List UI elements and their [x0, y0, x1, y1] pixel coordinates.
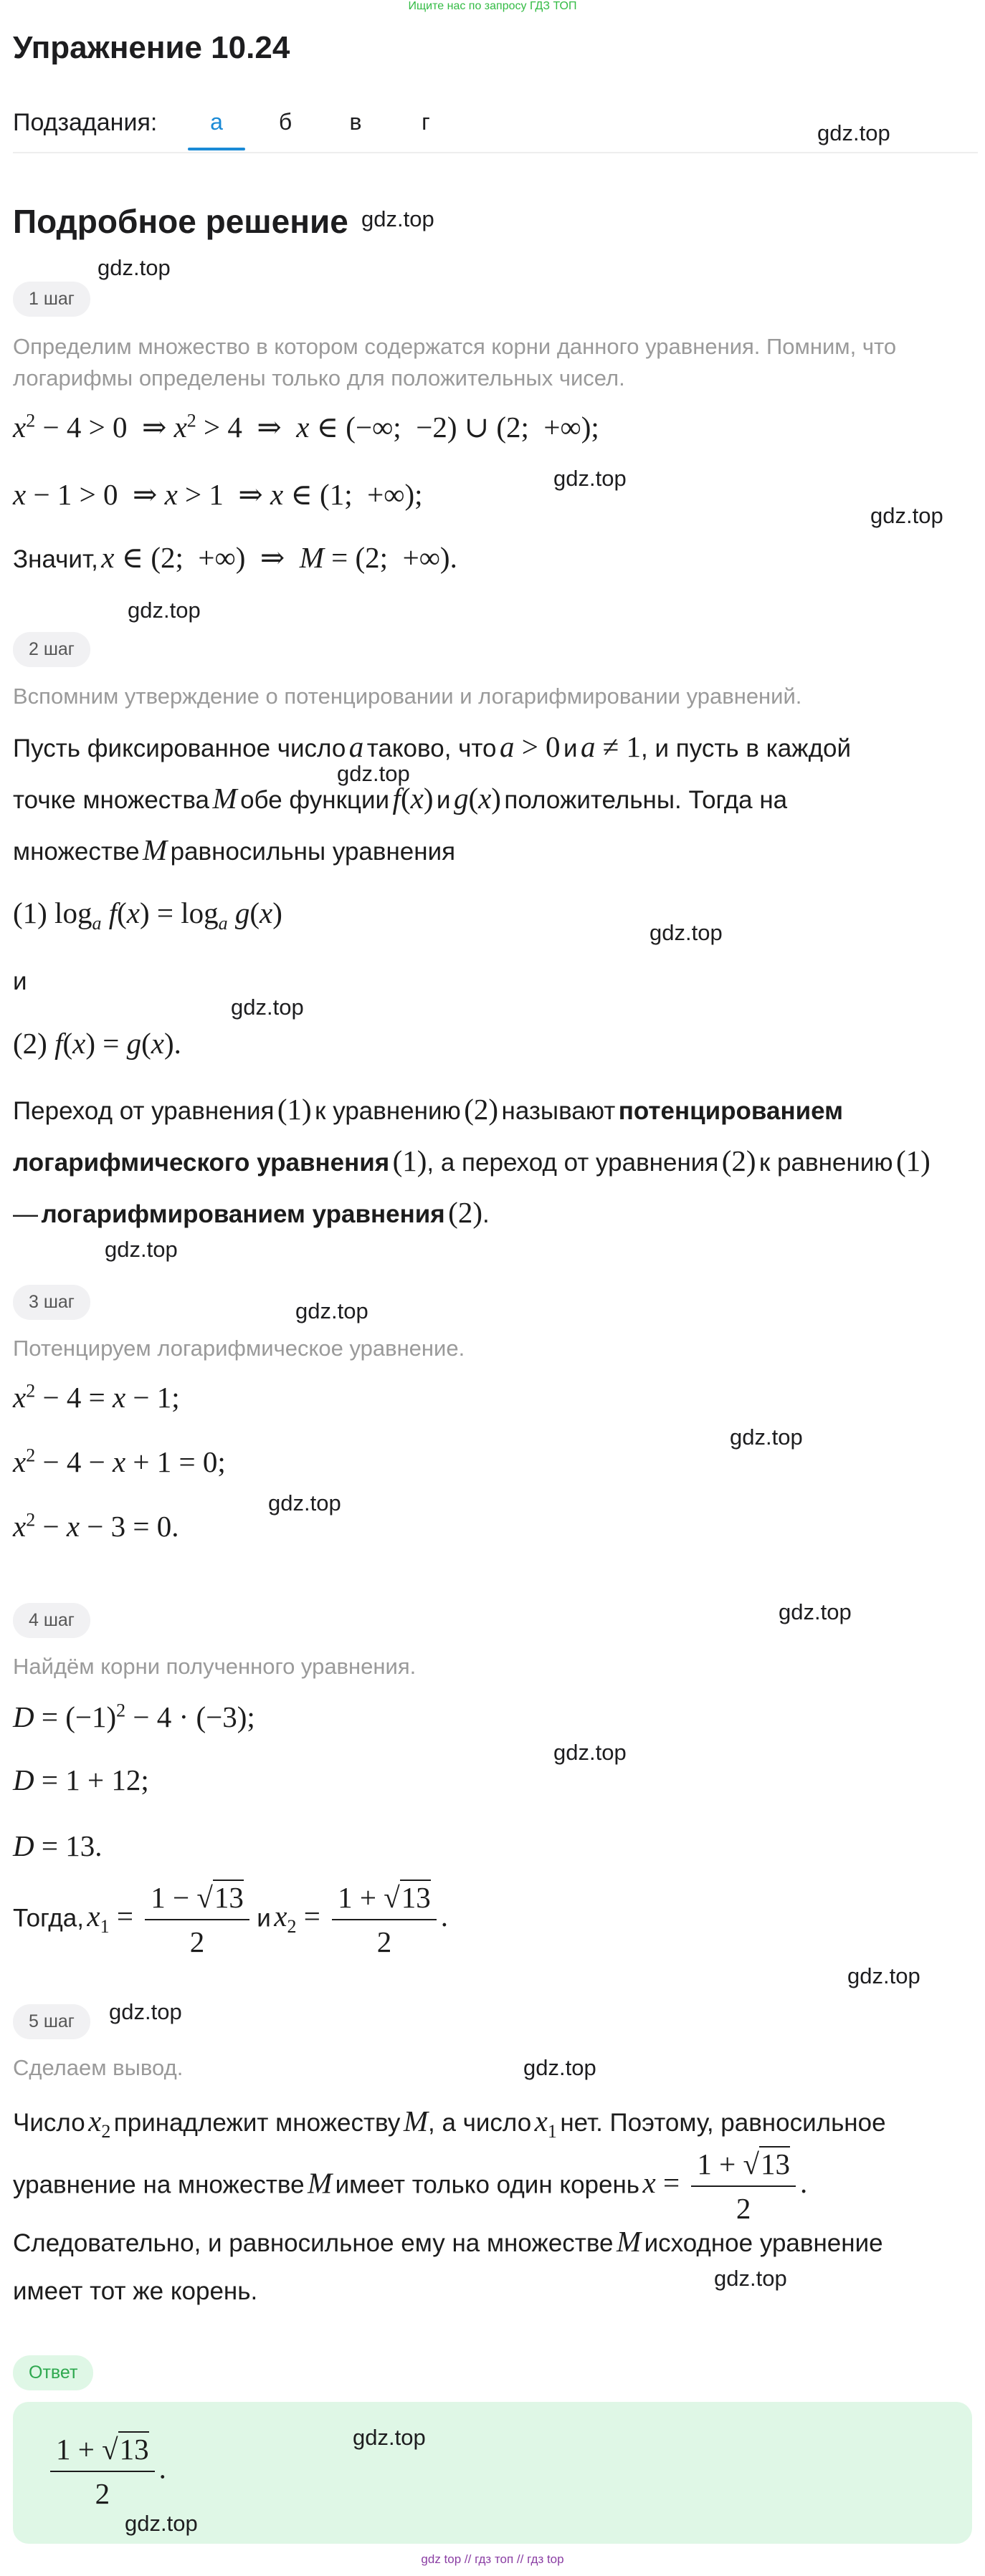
watermark: gdz.top [337, 761, 410, 786]
step-3-badge: 3 шаг [13, 1285, 90, 1320]
watermark: gdz.top [649, 920, 723, 945]
top-banner: Ищите нас по запросу ГДЗ ТОП [408, 0, 577, 12]
step-3-formula-3: $x^2 - x - 3 = 0$. [13, 1509, 179, 1543]
step-1-hint-line-2: логарифмы определены только для положительных чисел. [13, 365, 625, 391]
step-1-formula-1: $x^2 - 4 > 0$ ⇒ $x^2 > 4$ ⇒ x ∈ (−∞; −2) ∪ (2; +∞); [13, 410, 599, 444]
tab-v[interactable]: в [349, 109, 362, 135]
watermark: gdz.top [128, 598, 201, 623]
page-title: Упражнение 10.24 [13, 30, 290, 65]
step-5-line-4: имеет тот же корень. [13, 2277, 258, 2305]
step-5-line-2: уравнение на множестве M имеет только один корень x = $\frac{1 + √13}{2}$ . [13, 2148, 808, 2225]
step-2-hint: Вспомним утверждение о потенцировании и логарифмировании уравнений. [13, 684, 802, 709]
watermark: gdz.top [553, 466, 627, 491]
watermark: gdz.top [553, 1740, 627, 1765]
step-2-line-1: Пусть фиксированное число a таково, что a > 0 и a ≠ 1, и пусть в каждой [13, 730, 852, 763]
step-5-hint: Сделаем вывод. [13, 2055, 184, 2080]
step-2-paragraph-line-2: логарифмического уравнения (1), а переход от уравнения (2) к равнению (1) [13, 1144, 931, 1177]
watermark: gdz.top [105, 1237, 178, 1262]
watermark: gdz.top [353, 2425, 426, 2450]
watermark: gdz.top [125, 2511, 198, 2536]
step-4-formula-2: D = 1 + 12; [13, 1763, 149, 1796]
step-4-formula-1: $D = (-1)^2 - 4 \cdot (-3)$; [13, 1700, 255, 1733]
watermark: gdz.top [97, 255, 171, 280]
step-1-badge: 1 шаг [13, 282, 90, 317]
step-5-badge: 5 шаг [13, 2004, 90, 2039]
step-1-formula-2: x − 1 > 0 ⇒ x > 1 ⇒ x ∈ (1; +∞); [13, 478, 423, 511]
step-1-conclusion: Значит, x ∈ (2; +∞) ⇒ M = (2; +∞). [13, 541, 457, 574]
step-3-formula-1: $x^2 - 4 = x - 1$; [13, 1380, 180, 1414]
equation-1: (1) $\log_a f(x) = \log_a g(x)$ [13, 896, 282, 934]
watermark: gdz.top [847, 1963, 920, 1988]
watermark: gdz.top [361, 206, 434, 231]
watermark: gdz.top [109, 1999, 182, 2024]
tab-b[interactable]: б [278, 109, 292, 135]
watermark: gdz.top [523, 2055, 596, 2080]
watermark: gdz.top [268, 1490, 341, 1516]
step-3-hint: Потенцируем логарифмическое уравнение. [13, 1336, 465, 1361]
step-5-line-3: Следовательно, и равносильное ему на множестве M исходное уравнение [13, 2225, 883, 2258]
step-2-paragraph-line-3: — логарифмированием уравнения (2). [13, 1196, 490, 1229]
step-2-and: и [13, 967, 27, 995]
active-tab-indicator [188, 148, 245, 150]
tab-g[interactable]: г [422, 109, 430, 135]
step-4-badge: 4 шаг [13, 1603, 90, 1638]
step-4-formula-3: D = 13. [13, 1829, 103, 1862]
watermark: gdz.top [870, 503, 943, 528]
step-3-formula-2: $x^2 - 4 - x + 1 = 0$; [13, 1445, 226, 1478]
watermark: gdz.top [295, 1298, 368, 1323]
watermark: gdz.top [231, 995, 304, 1020]
step-4-hint: Найдём корни полученного уравнения. [13, 1654, 417, 1679]
answer-value: $\frac{1 + √13}{2}$ . [46, 2432, 166, 2511]
tabs-divider [13, 152, 978, 153]
subtasks-label: Подзадания: [13, 109, 158, 136]
step-2-line-3: множестве M равносильны уравнения [13, 833, 456, 866]
watermark: gdz.top [779, 1599, 852, 1624]
watermark: gdz.top [714, 2266, 787, 2291]
step-1-hint-line-1: Определим множество в котором содержатся корни данного уравнения. Помним, что [13, 334, 897, 359]
bottom-banner: gdz top // гдз топ // гдз top [421, 2552, 564, 2566]
step-2-badge: 2 шаг [13, 632, 90, 667]
solution-heading: Подробное решение [13, 203, 348, 240]
watermark: gdz.top [730, 1425, 803, 1450]
equation-2: (2) f(x) = g(x). [13, 1027, 181, 1060]
answer-badge: Ответ [13, 2355, 93, 2390]
step-2-line-2: точке множества M обе функции f(x) и g(x) положительны. Тогда на [13, 782, 788, 815]
tab-a[interactable]: а [210, 109, 223, 135]
step-2-paragraph-line-1: Переход от уравнения (1) к уравнению (2) называют потенцированием [13, 1093, 843, 1126]
watermark: gdz.top [817, 120, 890, 145]
step-5-line-1: Число $x_2$ принадлежит множеству M, а число $x_1$ нет. Поэтому, равносильное [13, 2105, 886, 2142]
step-4-roots: Тогда, $x_1$ = $\frac{1 - √13}{2}$ и $x_2$ = $\frac{1 + √13}{2}$ . [13, 1881, 448, 1958]
